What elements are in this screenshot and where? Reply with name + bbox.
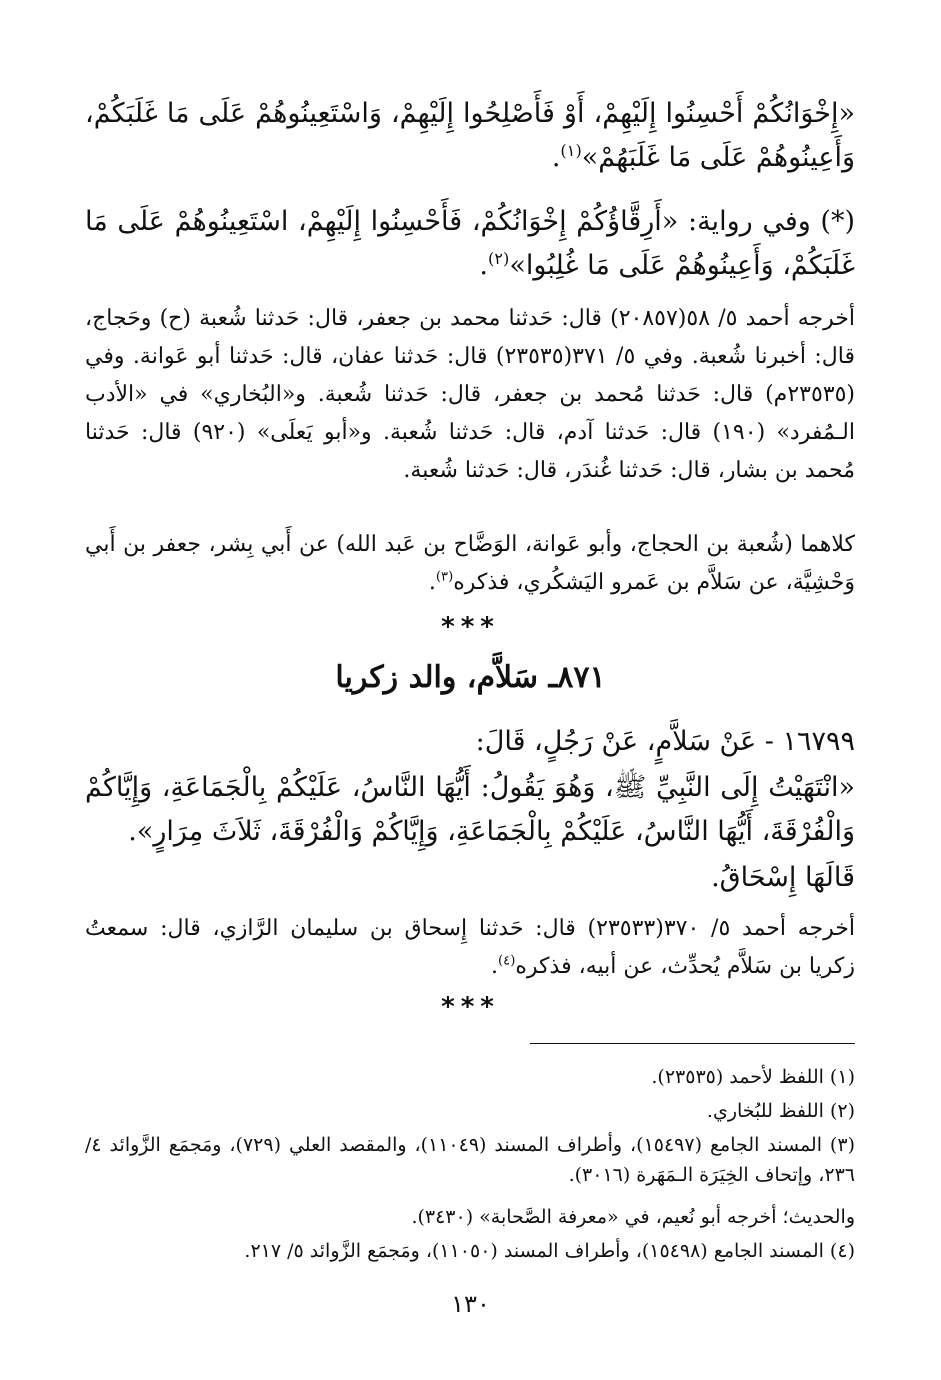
section-separator-1: *** [441,612,500,642]
footnote-ref-3[interactable]: (٣) [435,569,454,585]
page-number: ١٣٠ [451,1290,490,1318]
footnote-3-note: والحديث؛ أخرجه أبو نُعيم، في «معرفة الصَّحابة» (٣٤٣٠). [411,1206,855,1228]
takhrij-paragraph-3: أخرجه أحمد ٥/ ٣٧٠(٢٣٥٣٣) قال: حَدثنا إِسحاق بن سليمان الرَّازي، قال: سمعتُ زكريا بن سَلاَّم يُحدِّث، عن أبيه، فذكره$^{(٤)}$. [85,916,856,979]
footnote-ref-4[interactable]: (٤) [497,953,516,969]
footnote-divider [530,1043,855,1044]
footnote-2: (٢) اللفظ للبُخاري. [706,1100,855,1122]
hadith-2-intro: ١٦٧٩٩ - عَنْ سَلاَّمٍ، عَنْ رَجُلٍ، قَالَ: [475,726,855,757]
footnote-3: (٣) المسند الجامع (١٥٤٩٧)، وأطراف المسند (١١٠٤٩)، والمقصد العلي (٧٢٩)، ومَجمَع الزَّوائد ٤/ ٢٣٦، وإتحاف الخِيَرَة الـمَهَرة (٣٠١٦). [85,1134,855,1186]
takhrij-paragraph-1: أخرجه أحمد ٥/ ٥٨(٢٠٨٥٧) قال: حَدثنا محمد بن جعفر، قال: حَدثنا شُعبة (ح) وحَجاج، قال: أخبرنا شُعبة. وفي ٥/ ٣٧١(٢٣٥٣٥) قال: حَدثنا عفان، قال: حَدثنا أبو عَوانة. وفي (٢٣٥٣٥م) قال: حَدثنا مُحمد بن جعفر، قال: حَدثنا شُعبة. و«البُخاري» في «الأدب الـمُفرد» (١٩٠) قال: حَدثنا آدم، قال: حَدثنا شُعبة. و«أبو يَعلَى» (٩٢٠) قال: حَدثنا مُحمد بن بشار، قال: حَدثنا غُندَر، قال: حَدثنا شُعبة. [85,306,856,483]
footnote-4: (٤) المسند الجامع (١٥٤٩٨)، وأطراف المسند (١١٠٥٠)، ومَجمَع الزَّوائد ٥/ ٢١٧. [244,1240,855,1262]
footnote-1: (١) اللفظ لأحمد (٢٣٥٣٥). [651,1066,855,1088]
section-heading: ٨٧١ـ سَلاَّم، والد زكريا [335,660,606,695]
footnote-ref-2[interactable]: (٢) [487,249,510,268]
takhrij-paragraph-2: كلاهما (شُعبة بن الحجاج، وأبو عَوانة، الوَضَّاح بن عَبد الله) عن أَبي بِشر، جعفر بن أَبي وَحْشِيَّة، عن سَلاَّم بن عَمرو اليَشكُري، فذكره$^{(٣)}$. [85,532,855,595]
hadith-text-1: «إِخْوَانُكُمْ أَحْسِنُوا إِلَيْهِمْ، أَوْ فَأَصْلِحُوا إِلَيْهِمْ، وَاسْتَعِينُوهُمْ عَلَى مَا غَلَبَكُمْ، وَأَعِينُوهُمْ عَلَى مَا غَلَبَهُمْ»$^{(١)}$. [85,98,855,173]
alternate-narration: (*) وفي رواية: «أَرِقَّاؤُكُمْ إِخْوَانُكُمْ، فَأَحْسِنُوا إِلَيْهِمْ، اسْتَعِينُوهُمْ عَلَى مَا غَلَبَكُمْ، وَأَعِينُوهُمْ عَلَى مَا غُلِبُوا»$^{(٢)}$. [85,206,855,281]
footnote-ref-1[interactable]: (١) [560,141,582,160]
section-separator-2: *** [441,992,500,1022]
hadith-2-remark: قَالَهَا إِسْحَاقُ. [711,862,855,893]
hadith-text-2: «انْتَهَيْتُ إِلَى النَّبِيِّ ﷺ، وَهُوَ يَقُولُ: أَيُّهَا النَّاسُ، عَلَيْكُمْ بِالْجَمَاعَةِ، وَإِيَّاكُمْ وَالْفُرْقَةَ، أَيُّهَا النَّاسُ، عَلَيْكُمْ بِالْجَمَاعَةِ، وَإِيَّاكُمْ وَالْفُرْقَةَ، ثَلاَثَ مِرَارٍ». [85,772,855,847]
